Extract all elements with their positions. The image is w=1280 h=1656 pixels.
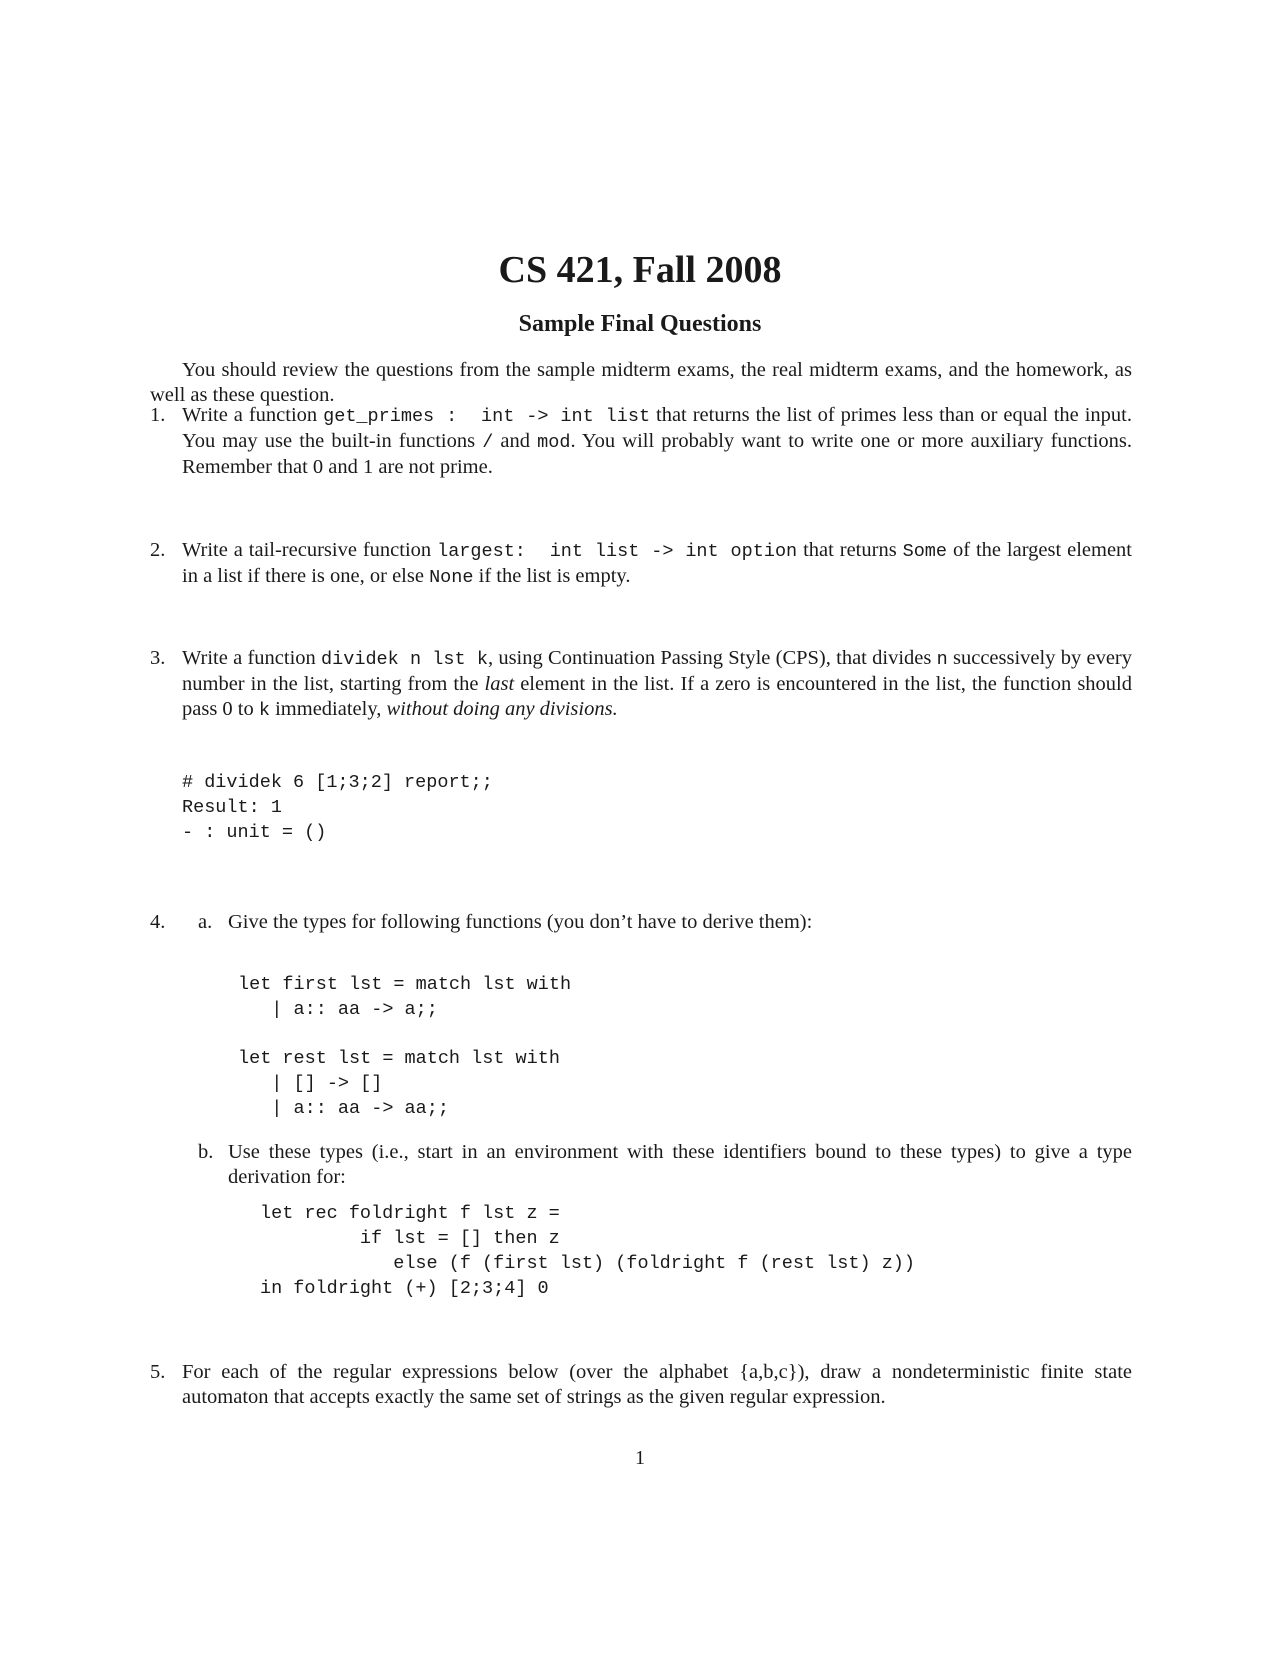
intro-paragraph: You should review the questions from the sample midterm exams, the real midterm exams, and the homework, as well as these question.	[150, 359, 1132, 406]
question-number: 2.	[150, 539, 166, 561]
question-text: For each of the regular expressions below (over the alphabet {a,b,c}), draw a nondeterministic finite state automaton that accepts exactly the same set of strings as the given regular expression.	[182, 1361, 1132, 1408]
question-text	[182, 538, 1132, 590]
text-run: if the list is empty.	[473, 565, 631, 587]
code-run: k	[258, 700, 270, 721]
question-text	[182, 646, 1132, 723]
text-run: that returns	[797, 539, 903, 561]
emphasis-run: without doing any divisions.	[386, 698, 618, 720]
question-4a-label: a.	[198, 911, 213, 933]
code-run: n	[936, 649, 948, 670]
question-1	[150, 403, 1132, 480]
code-run: get_primes : int -> int list	[323, 406, 651, 427]
question-4b-text: Use these types (i.e., start in an environment with these identifiers bound to these types) to give a type derivation for:	[228, 1141, 1132, 1188]
text-run: . You will probably want to write one or more auxiliary functions. Remember that 0 and 1 are not prime.	[182, 430, 1132, 478]
text-run: , using Continuation Passing Style (CPS), that divides	[487, 647, 937, 669]
text-run: successively by every number in the list, starting from the	[182, 647, 1132, 695]
code-run: largest: int list -> int option	[437, 541, 798, 562]
question-4b-label: b.	[198, 1141, 214, 1163]
question-text	[182, 403, 1132, 480]
code-run: None	[429, 567, 474, 588]
question-3	[150, 646, 1132, 723]
question-4a-text: Give the types for following functions (you don’t have to derive them):	[228, 911, 813, 933]
question-number: 3.	[150, 647, 166, 669]
question-4-number: 4.	[150, 911, 166, 933]
question-number: 5.	[150, 1361, 166, 1383]
code-block-dividek-example: # dividek 6 [1;3;2] report;; Result: 1 - : unit = ()	[182, 772, 493, 843]
code-run: /	[482, 432, 494, 453]
question-2	[150, 538, 1132, 590]
text-run: of the largest element in a list if there is one, or else	[182, 539, 1132, 587]
text-run: Write a function	[182, 404, 324, 426]
text-run: and	[493, 430, 538, 452]
page-number: 1	[635, 1447, 645, 1469]
question-5	[150, 1360, 1132, 1410]
document-subtitle: Sample Final Questions	[518, 311, 762, 337]
text-run: Write a tail-recursive function	[182, 539, 438, 561]
code-run: Some	[902, 541, 948, 562]
text-run: element in the list. If a zero is encountered in the list, the function should pass 0 to	[182, 673, 1132, 720]
text-run: immediately,	[269, 698, 387, 720]
code-block-first: let first lst = match lst with | a:: aa -> a;;	[238, 974, 572, 1020]
code-run: dividek n lst k	[321, 649, 488, 670]
code-block-foldright: let rec foldright f lst z = if lst = [] then z else (f (first lst) (foldright f (rest lst) z)) in foldright (+) [2;3;4] 0	[260, 1203, 916, 1299]
emphasis-run: last	[484, 673, 515, 695]
code-run: mod	[537, 432, 571, 453]
text-run: Write a function	[182, 647, 322, 669]
code-block-rest: let rest lst = match lst with | [] -> [] | a:: aa -> aa;;	[238, 1048, 560, 1119]
question-number: 1.	[150, 404, 166, 426]
text-run: that returns the list of primes less than or equal the input. You may use the built-in functions	[182, 404, 1132, 452]
document-title: CS 421, Fall 2008	[498, 249, 782, 291]
